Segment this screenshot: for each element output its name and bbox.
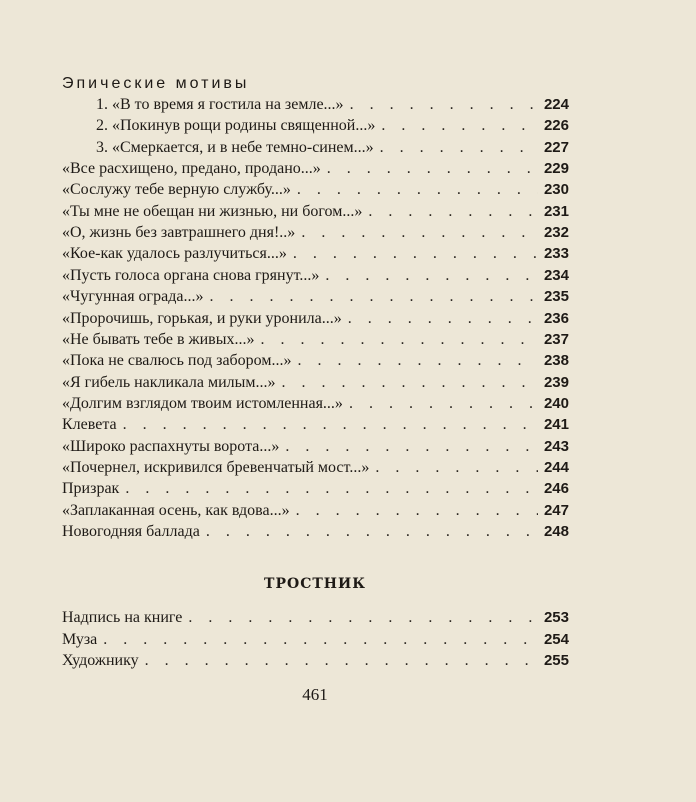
toc-entry [62, 393, 569, 414]
entry-title: Новогодняя баллада [62, 523, 200, 540]
dot-leader [103, 629, 538, 650]
entry-page: 231 [543, 203, 569, 220]
toc-entry [62, 372, 569, 393]
dot-leader [348, 308, 538, 329]
entry-page: 229 [543, 160, 569, 177]
page-number: 461 [302, 685, 328, 704]
dot-leader [125, 478, 538, 499]
entry-page: 236 [543, 310, 569, 327]
entry-title: «Кое-как удалось разлучиться...» [62, 245, 287, 262]
toc-entry [62, 607, 569, 628]
entry-title: «О, жизнь без завтрашнего дня!..» [62, 224, 296, 241]
toc-entry [62, 243, 569, 264]
entry-page: 235 [543, 288, 569, 305]
toc-entry [62, 308, 569, 329]
entry-page: 248 [543, 523, 569, 540]
entry-title: «Пусть голоса органа снова грянут...» [62, 267, 320, 284]
entry-title: «Почернел, искривился бревенчатый мост...» [62, 459, 370, 476]
dot-leader [325, 265, 538, 286]
dot-leader [375, 457, 538, 478]
toc-entry [62, 457, 569, 478]
toc-entry [62, 521, 569, 542]
toc-entry [62, 222, 569, 243]
entry-page: 244 [543, 459, 569, 476]
toc-entry [62, 629, 569, 650]
entry-title: 1. «В то время я гостила на земле...» [96, 96, 344, 113]
dot-leader [123, 414, 538, 435]
entry-title: «Ты мне не обещан ни жизнью, ни богом...» [62, 203, 363, 220]
entry-page: 227 [543, 139, 569, 156]
entry-page: 247 [543, 502, 569, 519]
entry-title: Призрак [62, 480, 120, 497]
toc-entry [96, 94, 569, 115]
toc-entry [62, 500, 569, 521]
toc-entry [62, 414, 569, 435]
entry-page: 237 [543, 331, 569, 348]
entry-page: 254 [543, 631, 569, 648]
entry-page: 243 [543, 438, 569, 455]
dot-leader [188, 607, 538, 628]
dot-leader [298, 350, 538, 371]
dot-leader [380, 137, 538, 158]
dot-leader [349, 393, 538, 414]
entry-title: Муза [62, 631, 98, 648]
entry-title: «Я гибель накликала милым...» [62, 374, 276, 391]
toc-entry [96, 137, 569, 158]
entry-page: 240 [543, 395, 569, 412]
dot-leader [206, 521, 538, 542]
toc-entry [62, 179, 569, 200]
entry-page: 230 [543, 181, 569, 198]
entry-title: «Долгим взглядом твоим истомленная...» [62, 395, 343, 412]
entry-title: Художнику [62, 652, 139, 669]
dot-leader [350, 94, 538, 115]
entry-title: «Не бывать тебе в живых...» [62, 331, 255, 348]
entry-page: 239 [543, 374, 569, 391]
dot-leader [145, 650, 538, 671]
entry-title: 2. «Покинув рощи родины священной...» [96, 117, 376, 134]
dot-leader [327, 158, 538, 179]
dot-leader [209, 286, 538, 307]
entry-page: 233 [543, 245, 569, 262]
entry-page: 238 [543, 352, 569, 369]
section-title: ТРОСТНИК [264, 576, 366, 592]
toc-entry [62, 650, 569, 671]
dot-leader [282, 372, 538, 393]
entry-page: 253 [543, 609, 569, 626]
dot-leader [301, 222, 538, 243]
toc-entry [96, 115, 569, 136]
dot-leader [368, 201, 538, 222]
entry-page: 234 [543, 267, 569, 284]
dot-leader [285, 436, 538, 457]
entry-page: 232 [543, 224, 569, 241]
entry-title: «Заплаканная осень, как вдова...» [62, 502, 290, 519]
entry-page: 246 [543, 480, 569, 497]
entry-title: 3. «Смеркается, и в небе темно-синем...» [96, 139, 374, 156]
entry-title: «Чугунная ограда...» [62, 288, 204, 305]
dot-leader [293, 243, 538, 264]
toc-entry [62, 158, 569, 179]
toc-entry [62, 350, 569, 371]
entry-title: «Сослужу тебе верную службу...» [62, 181, 291, 198]
toc-entry [62, 329, 569, 350]
entry-page: 241 [543, 416, 569, 433]
toc-entry [62, 436, 569, 457]
entry-page: 255 [543, 652, 569, 669]
toc-entry [62, 286, 569, 307]
dot-leader [260, 329, 538, 350]
entry-title: «Широко распахнуты ворота...» [62, 438, 280, 455]
entry-title: «Пока не свалюсь под забором...» [62, 352, 292, 369]
entry-title: «Все расхищено, предано, продано...» [62, 160, 321, 177]
cycle-heading: Эпические мотивы [62, 75, 250, 92]
entry-page: 224 [543, 96, 569, 113]
toc-entry [62, 478, 569, 499]
entry-title: «Пророчишь, горькая, и руки уронила...» [62, 310, 342, 327]
entry-page: 226 [543, 117, 569, 134]
entry-title: Надпись на книге [62, 609, 183, 626]
toc-entry [62, 265, 569, 286]
dot-leader [296, 500, 538, 521]
dot-leader [297, 179, 538, 200]
dot-leader [381, 115, 538, 136]
entry-title: Клевета [62, 416, 117, 433]
toc-entry [62, 201, 569, 222]
